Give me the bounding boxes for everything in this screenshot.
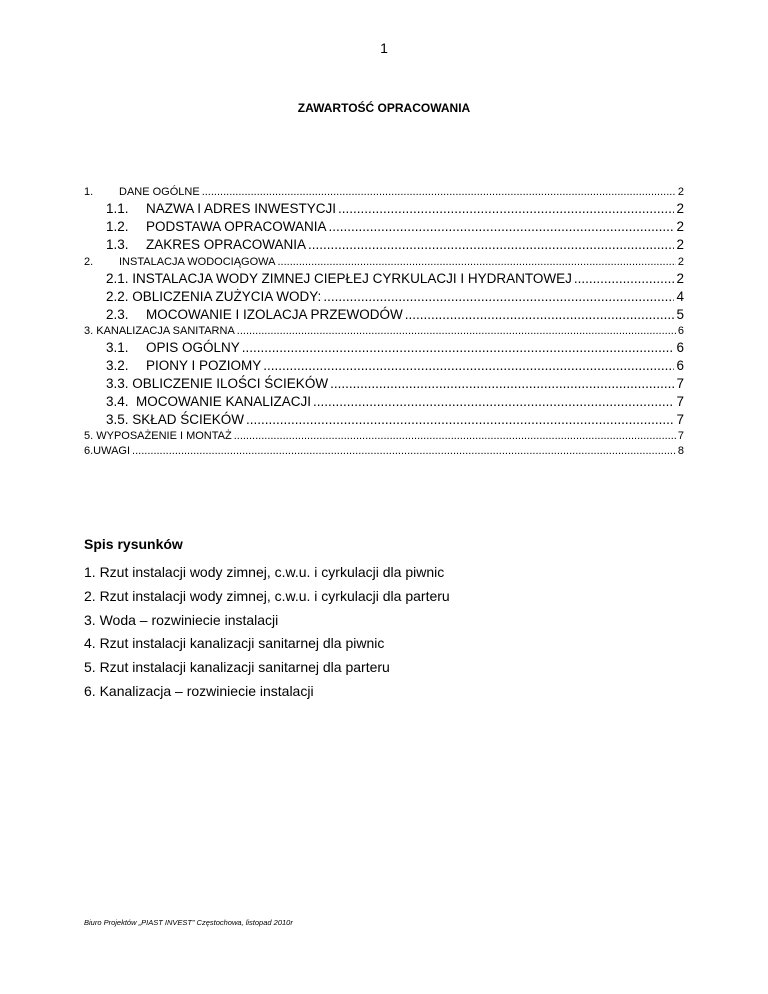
toc-entry-1-2[interactable]: 1.2. PODSTAWA OPRACOWANIA ..... 2 xyxy=(84,218,684,236)
figure-item: 4. Rzut instalacji kanalizacji sanitarnej dla piwnic xyxy=(84,635,385,652)
toc-page: 2 xyxy=(676,237,684,252)
dot-leader xyxy=(132,444,676,459)
figure-item: 5. Rzut instalacji kanalizacji sanitarnej dla parteru xyxy=(84,659,390,676)
dot-leader xyxy=(323,288,674,306)
toc-entry-3-3[interactable]: 3.3. OBLICZENIE ILOŚCI ŚCIEKÓW ..... 7 xyxy=(84,375,684,393)
figure-list xyxy=(84,527,684,704)
dot-leader xyxy=(234,429,676,444)
dot-leader xyxy=(242,339,675,357)
toc-entry-3-2[interactable]: 3.2. PIONY I POZIOMY ..... 6 xyxy=(84,357,684,375)
dot-leader xyxy=(202,184,676,200)
toc-page: 4 xyxy=(676,289,684,304)
toc-page: 2 xyxy=(676,219,684,234)
dot-leader xyxy=(308,236,674,254)
toc-entry-3[interactable]: 3. KANALIZACJA SANITARNA ..... 6 xyxy=(84,324,684,339)
toc-entry-2-1[interactable]: 2.1. INSTALACJA WODY ZIMNEJ CIEPŁEJ CYRKULACJI I HYDRANTOWEJ ..... 2 xyxy=(84,270,684,288)
toc-page: 2 xyxy=(677,256,684,268)
toc-page: 7 xyxy=(677,430,684,442)
toc-entry-2-2[interactable]: 2.2. OBLICZENIA ZUŻYCIA WODY: ..... 4 xyxy=(84,288,684,306)
dot-leader xyxy=(329,218,675,236)
dot-leader xyxy=(277,254,675,270)
dot-leader xyxy=(405,306,675,324)
toc-page: 2 xyxy=(677,186,684,198)
figure-item: 1. Rzut instalacji wody zimnej, c.w.u. i cyrkulacji dla piwnic xyxy=(84,564,445,580)
toc-page: 7 xyxy=(676,412,684,427)
toc-entry-1[interactable]: 1. DANE OGÓLNE ..... 2 xyxy=(84,184,684,200)
dot-leader xyxy=(313,393,674,411)
toc-page: 7 xyxy=(676,376,684,391)
figure-item: 3. Woda – rozwiniecie instalacji xyxy=(84,611,279,628)
toc-entry-3-4[interactable]: 3.4. MOCOWANIE KANALIZACJI ..... 7 xyxy=(84,393,684,411)
page-number: 1 xyxy=(380,40,388,56)
figure-item: 2. Rzut instalacji wody zimnej, c.w.u. i cyrkulacji dla parteru xyxy=(84,587,450,604)
table-of-contents xyxy=(84,184,684,459)
toc-page: 6 xyxy=(676,340,684,355)
dot-leader xyxy=(263,357,674,375)
toc-entry-1-3[interactable]: 1.3. ZAKRES OPRACOWANIA ..... 2 xyxy=(84,236,684,254)
toc-page: 7 xyxy=(676,394,684,409)
toc-page: 6 xyxy=(677,325,684,337)
dot-leader xyxy=(246,411,674,429)
dot-leader xyxy=(330,375,674,393)
dot-leader xyxy=(338,200,674,218)
toc-page: 2 xyxy=(676,271,684,286)
toc-page: 2 xyxy=(676,201,684,216)
page-footer: Biuro Projektów „PIAST INVEST” Częstochowa, listopad 2010r xyxy=(84,918,293,927)
toc-entry-2[interactable]: 2. INSTALACJA WODOCIĄGOWA ..... 2 xyxy=(84,254,684,270)
toc-page: 6 xyxy=(676,358,684,373)
dot-leader xyxy=(237,324,676,339)
toc-entry-2-3[interactable]: 2.3. MOCOWANIE I IZOLACJA PRZEWODÓW ..... 5 xyxy=(84,306,684,324)
figure-item: 6. Kanalizacja – rozwiniecie instalacji xyxy=(84,682,314,699)
toc-entry-1-1[interactable]: 1.1. NAZWA I ADRES INWESTYCJI ..... 2 xyxy=(84,200,684,218)
toc-entry-5[interactable]: 5. WYPOSAŻENIE I MONTAŻ ..... 7 xyxy=(84,429,684,444)
dot-leader xyxy=(574,270,675,288)
toc-entry-3-5[interactable]: 3.5. SKŁAD ŚCIEKÓW ..... 7 xyxy=(84,411,684,429)
toc-page: 8 xyxy=(677,445,684,457)
toc-page: 5 xyxy=(676,307,684,322)
toc-entry-6[interactable]: 6.UWAGI ..... 8 xyxy=(84,444,684,459)
document-title: ZAWARTOŚĆ OPRACOWANIA xyxy=(297,101,471,115)
toc-entry-3-1[interactable]: 3.1. OPIS OGÓLNY ..... 6 xyxy=(84,339,684,357)
figure-list-heading: Spis rysunków xyxy=(84,536,183,552)
